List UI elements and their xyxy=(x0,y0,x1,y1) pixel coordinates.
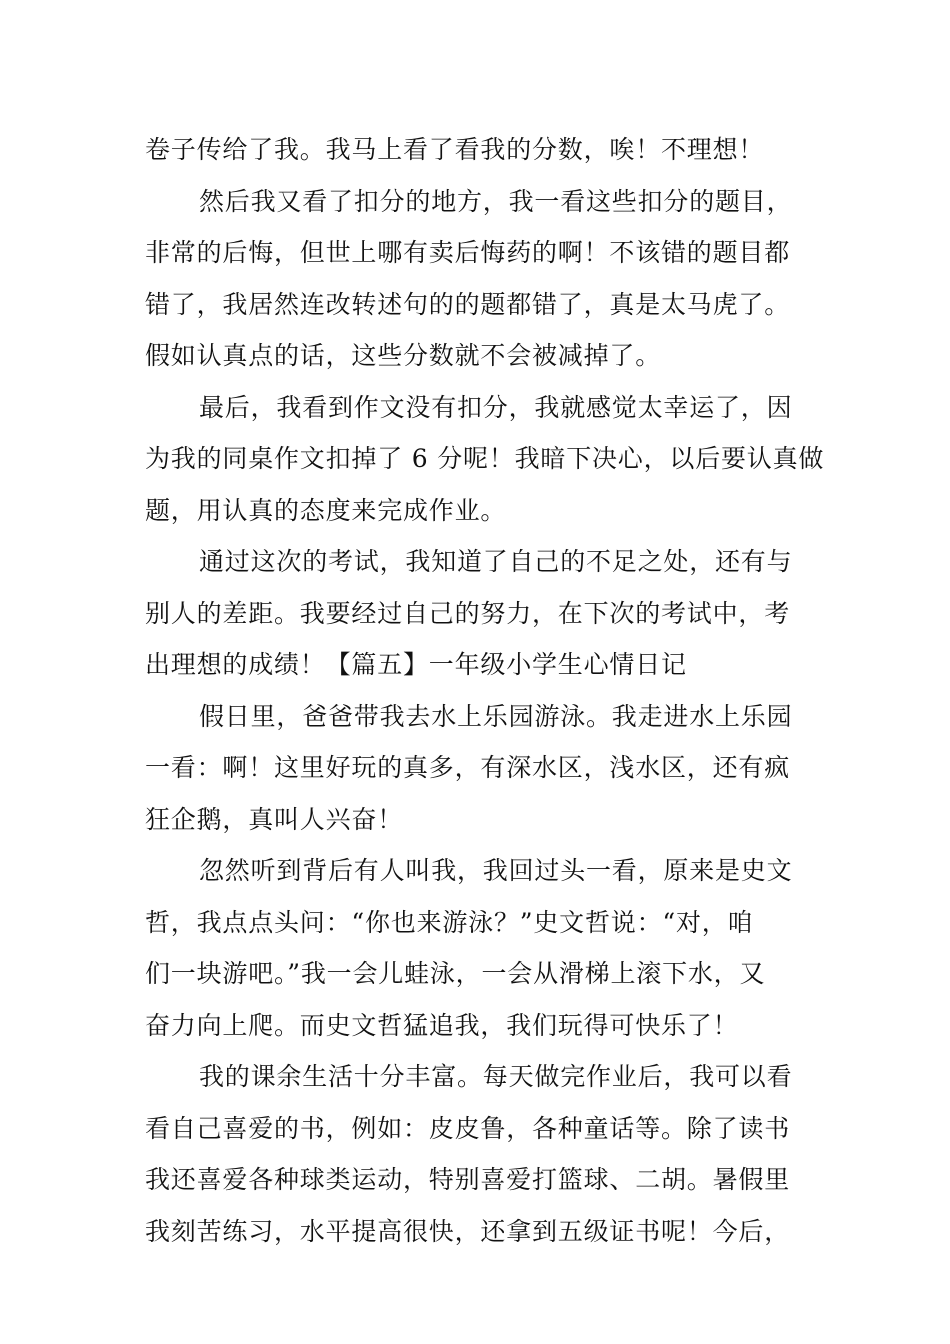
text-line: 狂企鹅，真叫人兴奋！ xyxy=(145,804,404,834)
text-line: 最后，我看到作文没有扣分，我就感觉太幸运了，因 xyxy=(199,392,793,422)
text-line: 出理想的成绩！【篇五】一年级小学生心情日记 xyxy=(145,650,687,679)
text-line: 然后我又看了扣分的地方，我一看这些扣分的题目， xyxy=(199,186,793,216)
text-line: 别人的差距。我要经过自己的努力，在下次的考试中，考 xyxy=(145,598,791,628)
text-line: 错了，我居然连改转述句的的题都错了，真是太马虎了。 xyxy=(145,289,791,319)
text-line: 假如认真点的话，这些分数就不会被减掉了。 xyxy=(145,341,662,370)
text-line: 我刻苦练习，水平提高很快，还拿到五级证书呢！今后， xyxy=(145,1216,791,1246)
text-line: 们一块游吧。”我一会儿蛙泳，一会从滑梯上滚下水，又 xyxy=(145,959,766,988)
text-line: 哲，我点点头问：“你也来游泳？”史文哲说：“对，咱 xyxy=(145,907,754,937)
text-line: 题，用认真的态度来完成作业。 xyxy=(145,495,507,525)
text-line: 奋力向上爬。而史文哲猛追我，我们玩得可快乐了！ xyxy=(145,1010,739,1040)
text-line: 我还喜爱各种球类运动，特别喜爱打篮球、二胡。暑假里 xyxy=(145,1165,791,1194)
text-line: 我的课余生活十分丰富。每天做完作业后，我可以看 xyxy=(199,1062,793,1091)
text-line: 非常的后悔，但世上哪有卖后悔药的啊！不该错的题目都 xyxy=(145,238,791,267)
text-line: 通过这次的考试，我知道了自己的不足之处，还有与 xyxy=(199,547,793,576)
text-line: 忽然听到背后有人叫我，我回过头一看，原来是史文 xyxy=(199,856,793,885)
text-line: 假日里，爸爸带我去水上乐园游泳。我走进水上乐园 xyxy=(199,701,793,731)
text-line: 一看：啊！这里好玩的真多，有深水区，浅水区，还有疯 xyxy=(145,753,791,782)
text-line: 看自己喜爱的书，例如：皮皮鲁，各种童话等。除了读书 xyxy=(145,1113,791,1143)
text-line: 为我的同桌作文扣掉了 6 分呢！我暗下决心，以后要认真做 xyxy=(145,444,825,473)
text-line: 卷子传给了我。我马上看了看我的分数，唉！不理想！ xyxy=(145,135,765,164)
body-text xyxy=(145,124,825,1257)
